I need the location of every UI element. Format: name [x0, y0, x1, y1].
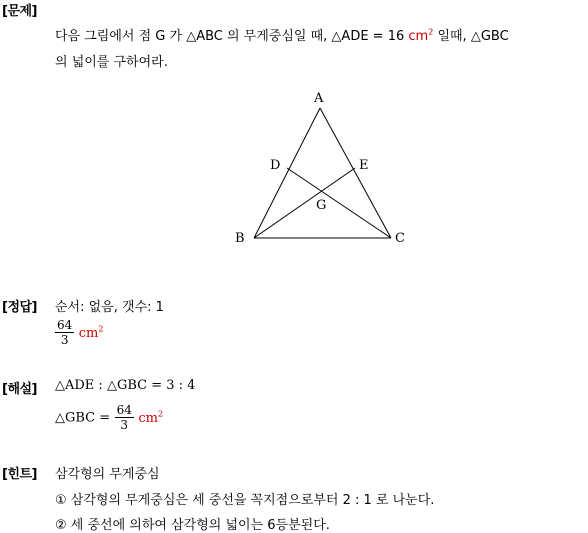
problem-tag: [문제] [2, 4, 37, 19]
answer-meta: 순서: 없음, 갯수: 1 [55, 300, 164, 315]
solution-tag: [해설] [2, 382, 37, 397]
solution-ratio: △ADE : △GBC = 3 : 4 [55, 378, 196, 393]
label-c: C [395, 231, 405, 246]
answer-tag: [정답] [2, 300, 37, 315]
hint-title: 삼각형의 무게중심 [55, 467, 160, 482]
problem-line-1 [55, 25, 509, 44]
problem-text-a: 다음 그림에서 점 G 가 △ABC 의 무게중심일 때, △ADE = 16 [55, 29, 405, 44]
label-d: D [270, 158, 281, 173]
side-ab [254, 108, 320, 238]
solution-unit: $cm^2$ [138, 409, 164, 426]
label-b: B [235, 231, 245, 246]
problem-text-b: 일때, △GBC [437, 29, 509, 44]
answer-fraction: $\frac{64}{3}$ [57, 318, 73, 347]
solution-fraction: $\frac{64}{3}$ [116, 403, 132, 432]
hint-tag: [힌트] [2, 467, 37, 482]
label-e: E [359, 158, 369, 173]
solution-result: △GBC = $\frac{64}{3}$ $cm^2$ [55, 403, 164, 432]
hint-item-1: ① 삼각형의 무게중심은 세 중선을 꼭지점으로부터 2 : 1 로 나눈다. [55, 493, 435, 508]
side-ac [320, 108, 391, 238]
label-g: G [316, 198, 327, 213]
label-a: A [314, 91, 324, 106]
answer-unit: $cm^2$ [78, 324, 104, 341]
problem-line-2: 의 넓이를 구하여라. [55, 55, 168, 70]
triangle-figure [230, 88, 420, 248]
problem-unit: $cm^2$ [408, 27, 434, 44]
answer-value [55, 318, 103, 347]
hint-item-2: ② 세 중선에 의하여 삼각형의 넓이는 6등분된다. [55, 518, 330, 533]
